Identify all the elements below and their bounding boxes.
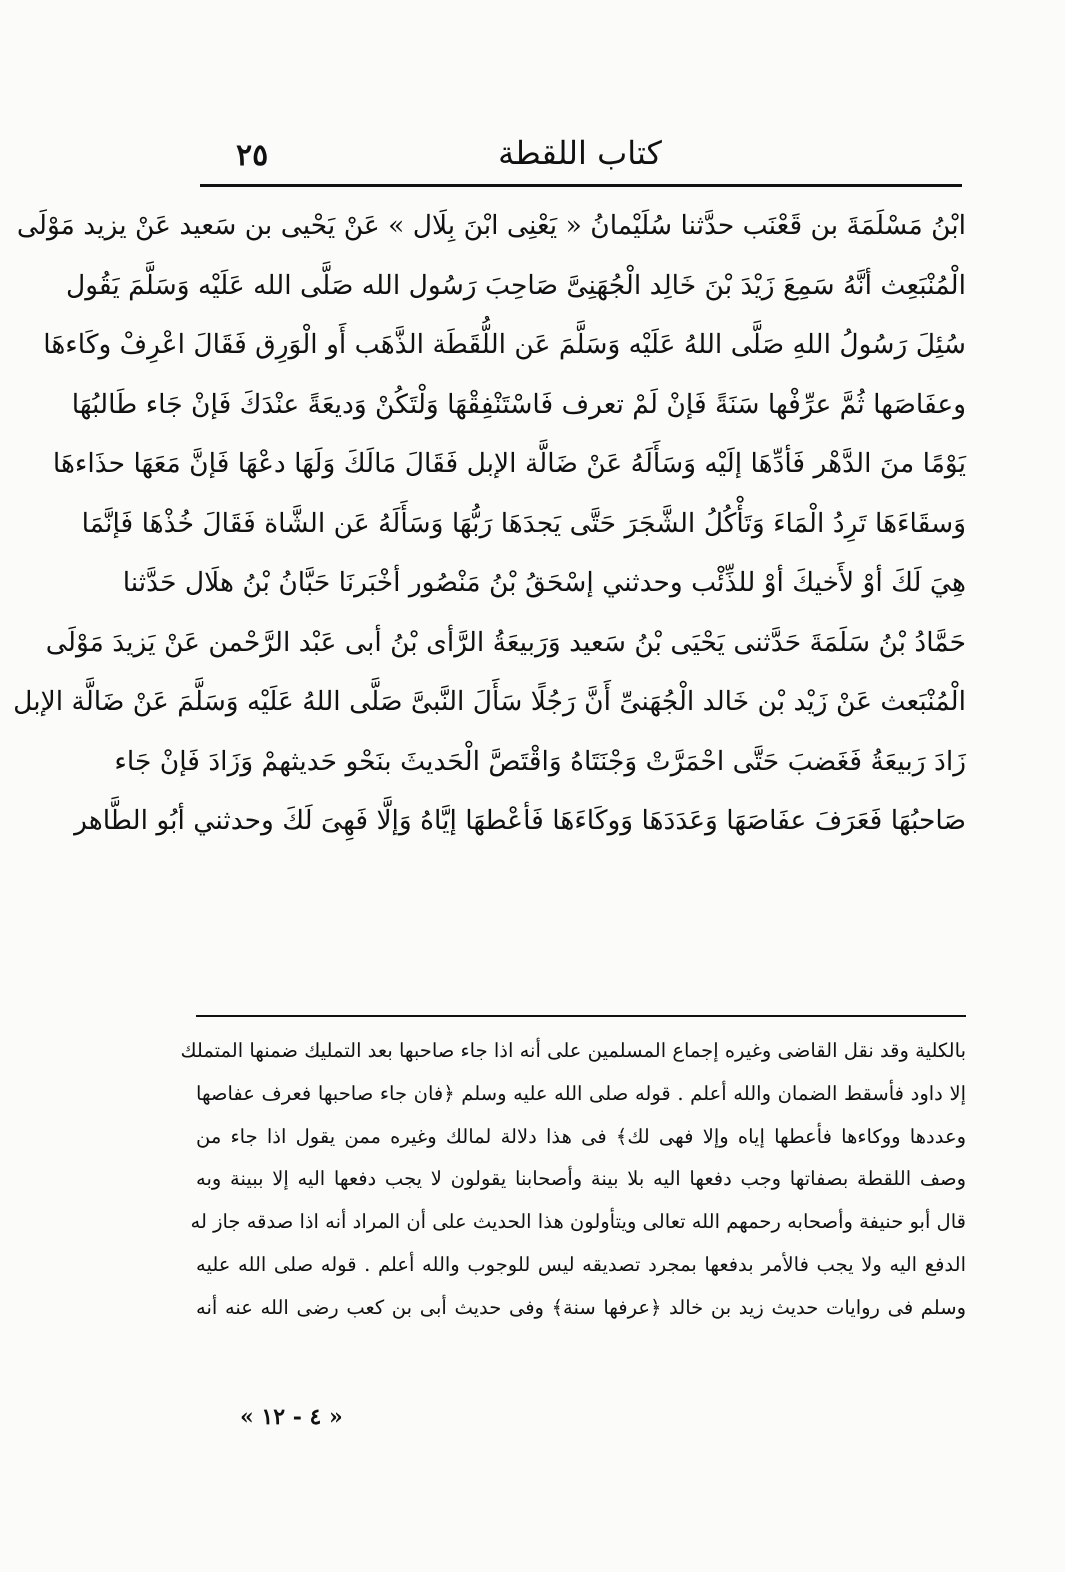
header-rule — [200, 184, 962, 187]
hadith-text — [13, 196, 966, 851]
commentary-text — [180, 1030, 966, 1330]
commentary-line: بالكلية وقد نقل القاضى وغيره إجماع المسلمين على أنه اذا جاء صاحبها بعد التمليك ضمنها المتملك — [180, 1039, 966, 1062]
commentary-line: وسلم فى روايات حديث زيد بن خالد ﴿عرفها سنة﴾ وفى حديث أبى بن كعب رضى الله عنه أنه — [196, 1295, 966, 1319]
commentary-divider — [196, 1015, 966, 1017]
page-number: ٢٥ — [236, 138, 269, 173]
printer-signature-mark: « ٤ - ١٢ » — [240, 1404, 343, 1430]
commentary-line: وعددها ووكاءها فأعطها إياه وإلا فهى لك﴾ فى هذا دلالة لمالك وغيره ممن يقول اذا جاء من — [196, 1124, 966, 1148]
page-header — [200, 134, 960, 184]
running-title: كتاب اللقطة — [498, 134, 662, 172]
text-line: ابْنُ مَسْلَمَةَ بن قَعْنَب حدَّثنا سُلَيْمانُ « يَعْنِى ابْنَ بِلَال » عَنْ يَحْيى بن سَعيد عَنْ يزيد مَوْلَى — [16, 210, 966, 241]
text-line: هِيَ لَكَ أوْ لأَخيكَ أوْ للذِّئْب وحدثني إسْحَقُ بْنُ مَنْصُور أخْبَرنَا حَبَّانُ بْنُ هلَال حَدَّثنا — [122, 567, 966, 598]
text-line: زَادَ رَبيعَةُ فَغَضبَ حَتَّى احْمَرَّتْ وَجْنَتَاهُ وَاقْتَصَّ الْحَديثَ بنَحْو حَديثهمْ وَزَادَ فَإنْ جَاء — [114, 745, 966, 777]
commentary-line: الدفع اليه ولا يجب فالأمر بدفعها بمجرد تصديقه ليس للوجوب والله أعلم . قوله صلى الله عليه — [196, 1252, 966, 1276]
text-line: وعفَاصَها ثُمَّ عرِّفْها سَنَةً فَإنْ لَمْ تعرف فَاسْتَنْفِقْهَا وَلْتَكُنْ وَديعَةً عنْدَكَ فَإنْ جَاء طَالبُهَا — [71, 388, 966, 420]
text-line: يَوْمًا منَ الدَّهْر فَأدِّهَا إلَيْه وَسَأَلَهُ عَنْ ضَالَّة الإبل فَقَالَ مَالَكَ وَلَهَا دعْهَا فَإنَّ مَعَهَا حذَاءهَا — [52, 448, 966, 479]
commentary-line: وصف اللقطة بصفاتها وجب دفعها اليه بلا بينة وأصحابنا يقولون لا يجب دفعها اليه إلا ببينة وبه — [196, 1167, 966, 1191]
text-line: صَاحبُهَا فَعَرَفَ عفَاصَهَا وَعَدَدَهَا وَوكَاءَهَا فَأعْطهَا إيَّاهُ وَإلَّا فَهِىَ لَكَ وحدثني أبُو الطَّاهر — [74, 805, 966, 836]
text-line: الْمُنْبَعِث أنَّهُ سَمِعَ زَيْدَ بْنَ خَالِد الْجُهَنِىَّ صَاحِبَ رَسُول الله صَلَّى الله عَلَيْه وَسَلَّمَ يَقُول — [65, 269, 966, 301]
commentary-line: إلا داود فأسقط الضمان والله أعلم . قوله صلى الله عليه وسلم ﴿فان جاء صاحبها فعرف عفاصها — [196, 1081, 966, 1105]
commentary-line: قال أبو حنيفة وأصحابه رحمهم الله تعالى ويتأولون هذا الحديث على أن المراد أنه اذا صدقه جاز له — [190, 1210, 966, 1234]
text-line: الْمُنْبَعث عَنْ زَيْد بْن خَالد الْجُهَنىِّ أَنَّ رَجُلًا سَأَلَ النَّبىَّ صَلَّى اللهُ عَلَيْه وَسَلَّمَ عَنْ ضَالَّة الإبل — [13, 686, 966, 717]
text-line: سُئِلَ رَسُولُ اللهِ صَلَّى اللهُ عَلَيْه وَسَلَّمَ عَن اللُّقَطَة الذَّهَب أَو الْوَرِق فَقَالَ اعْرِفْ وكَاءهَا — [43, 329, 966, 360]
text-line: حَمَّادُ بْنُ سَلَمَةَ حَدَّثنى يَحْيَى بْنُ سَعيد وَرَبيعَةُ الرَّأى بْنُ أبى عَبْد الرَّحْمن عَنْ يَزيدَ مَوْلَى — [45, 626, 966, 658]
text-line: وَسقَاءَهَا تَرِدُ الْمَاءَ وَتَأْكُلُ الشَّجَرَ حَتَّى يَجدَهَا رَبُّهَا وَسَأَلَهُ عَن الشَّاة فَقَالَ خُذْهَا فَإنَّمَا — [81, 507, 966, 539]
